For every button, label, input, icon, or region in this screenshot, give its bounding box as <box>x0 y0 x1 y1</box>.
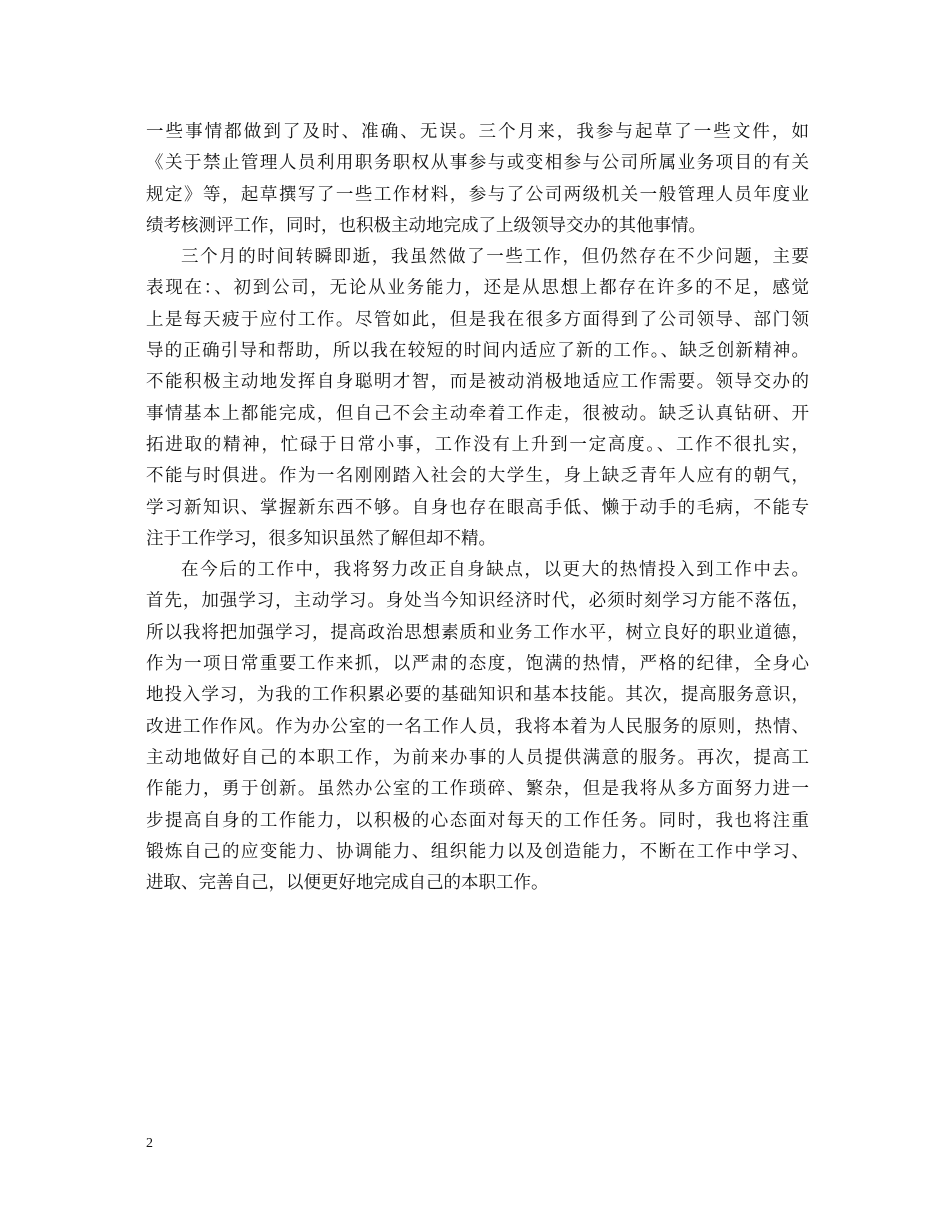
text-line: 首先，加强学习，主动学习。身处当今知识经济时代，必须时刻学习方能不落伍， <box>146 591 809 612</box>
text-line: 事情基本上都能完成，但自己不会主动牵着工作走，很被动。缺乏认真钻研、开 <box>146 403 809 424</box>
text-line: 导的正确引导和帮助，所以我在较短的时间内适应了新的工作。、缺乏创新精神。 <box>146 341 809 362</box>
body-text <box>146 117 809 899</box>
text-line: 注于工作学习，很多知识虽然了解但却不精。 <box>146 528 496 549</box>
text-line: 拓进取的精神，忙碌于日常小事，工作没有上升到一定高度。、工作不很扎实， <box>146 434 809 455</box>
text-line: 改进工作作风。作为办公室的一名工作人员，我将本着为人民服务的原则，热情、 <box>146 716 809 737</box>
text-line: 锻炼自己的应变能力、协调能力、组织能力以及创造能力，不断在工作中学习、 <box>146 841 809 862</box>
text-line: 表现在：、初到公司，无论从业务能力，还是从思想上都存在许多的不足，感觉 <box>146 278 809 299</box>
page-number: 2 <box>146 1136 153 1151</box>
text-line: 主动地做好自己的本职工作，为前来办事的人员提供满意的服务。再次，提高工 <box>146 747 809 768</box>
text-line: 一些事情都做到了及时、准确、无误。三个月来，我参与起草了一些文件，如 <box>146 122 809 142</box>
paragraph-1 <box>146 117 809 242</box>
text-line: 不能与时俱进。作为一名刚刚踏入社会的大学生，身上缺乏青年人应有的朝气， <box>146 466 809 487</box>
text-line: 绩考核测评工作，同时，也积极主动地完成了上级领导交办的其他事情。 <box>146 215 706 236</box>
text-line: 《关于禁止管理人员利用职务职权从事参与或变相参与公司所属业务项目的有关 <box>146 153 809 174</box>
text-line: 学习新知识、掌握新东西不够。自身也存在眼高手低、懒于动手的毛病，不能专 <box>146 497 809 518</box>
text-line: 上是每天疲于应付工作。尽管如此，但是我在很多方面得到了公司领导、部门领 <box>146 309 809 330</box>
text-line: 作能力，勇于创新。虽然办公室的工作琐碎、繁杂，但是我将从多方面努力进一 <box>146 779 809 800</box>
paragraph-3 <box>146 555 809 899</box>
text-line: 在今后的工作中，我将努力改正自身缺点，以更大的热情投入到工作中去。 <box>181 560 809 581</box>
text-line: 地投入学习，为我的工作积累必要的基础知识和基本技能。其次，提高服务意识， <box>146 685 809 706</box>
text-line: 作为一项日常重要工作来抓，以严肃的态度，饱满的热情，严格的纪律，全身心 <box>146 654 809 675</box>
text-line: 进取、完善自己，以便更好地完成自己的本职工作。 <box>146 873 549 894</box>
text-line: 不能积极主动地发挥自身聪明才智，而是被动消极地适应工作需要。领导交办的 <box>146 372 809 393</box>
text-line: 规定》等，起草撰写了一些工作材料，参与了公司两级机关一般管理人员年度业 <box>146 184 809 205</box>
paragraph-2 <box>146 242 809 555</box>
text-line: 步提高自身的工作能力，以积极的心态面对每天的工作任务。同时，我也将注重 <box>146 810 809 831</box>
text-line: 所以我将把加强学习，提高政治思想素质和业务工作水平，树立良好的职业道德， <box>146 622 809 643</box>
text-line: 三个月的时间转瞬即逝，我虽然做了一些工作，但仍然存在不少问题，主要 <box>181 247 809 268</box>
